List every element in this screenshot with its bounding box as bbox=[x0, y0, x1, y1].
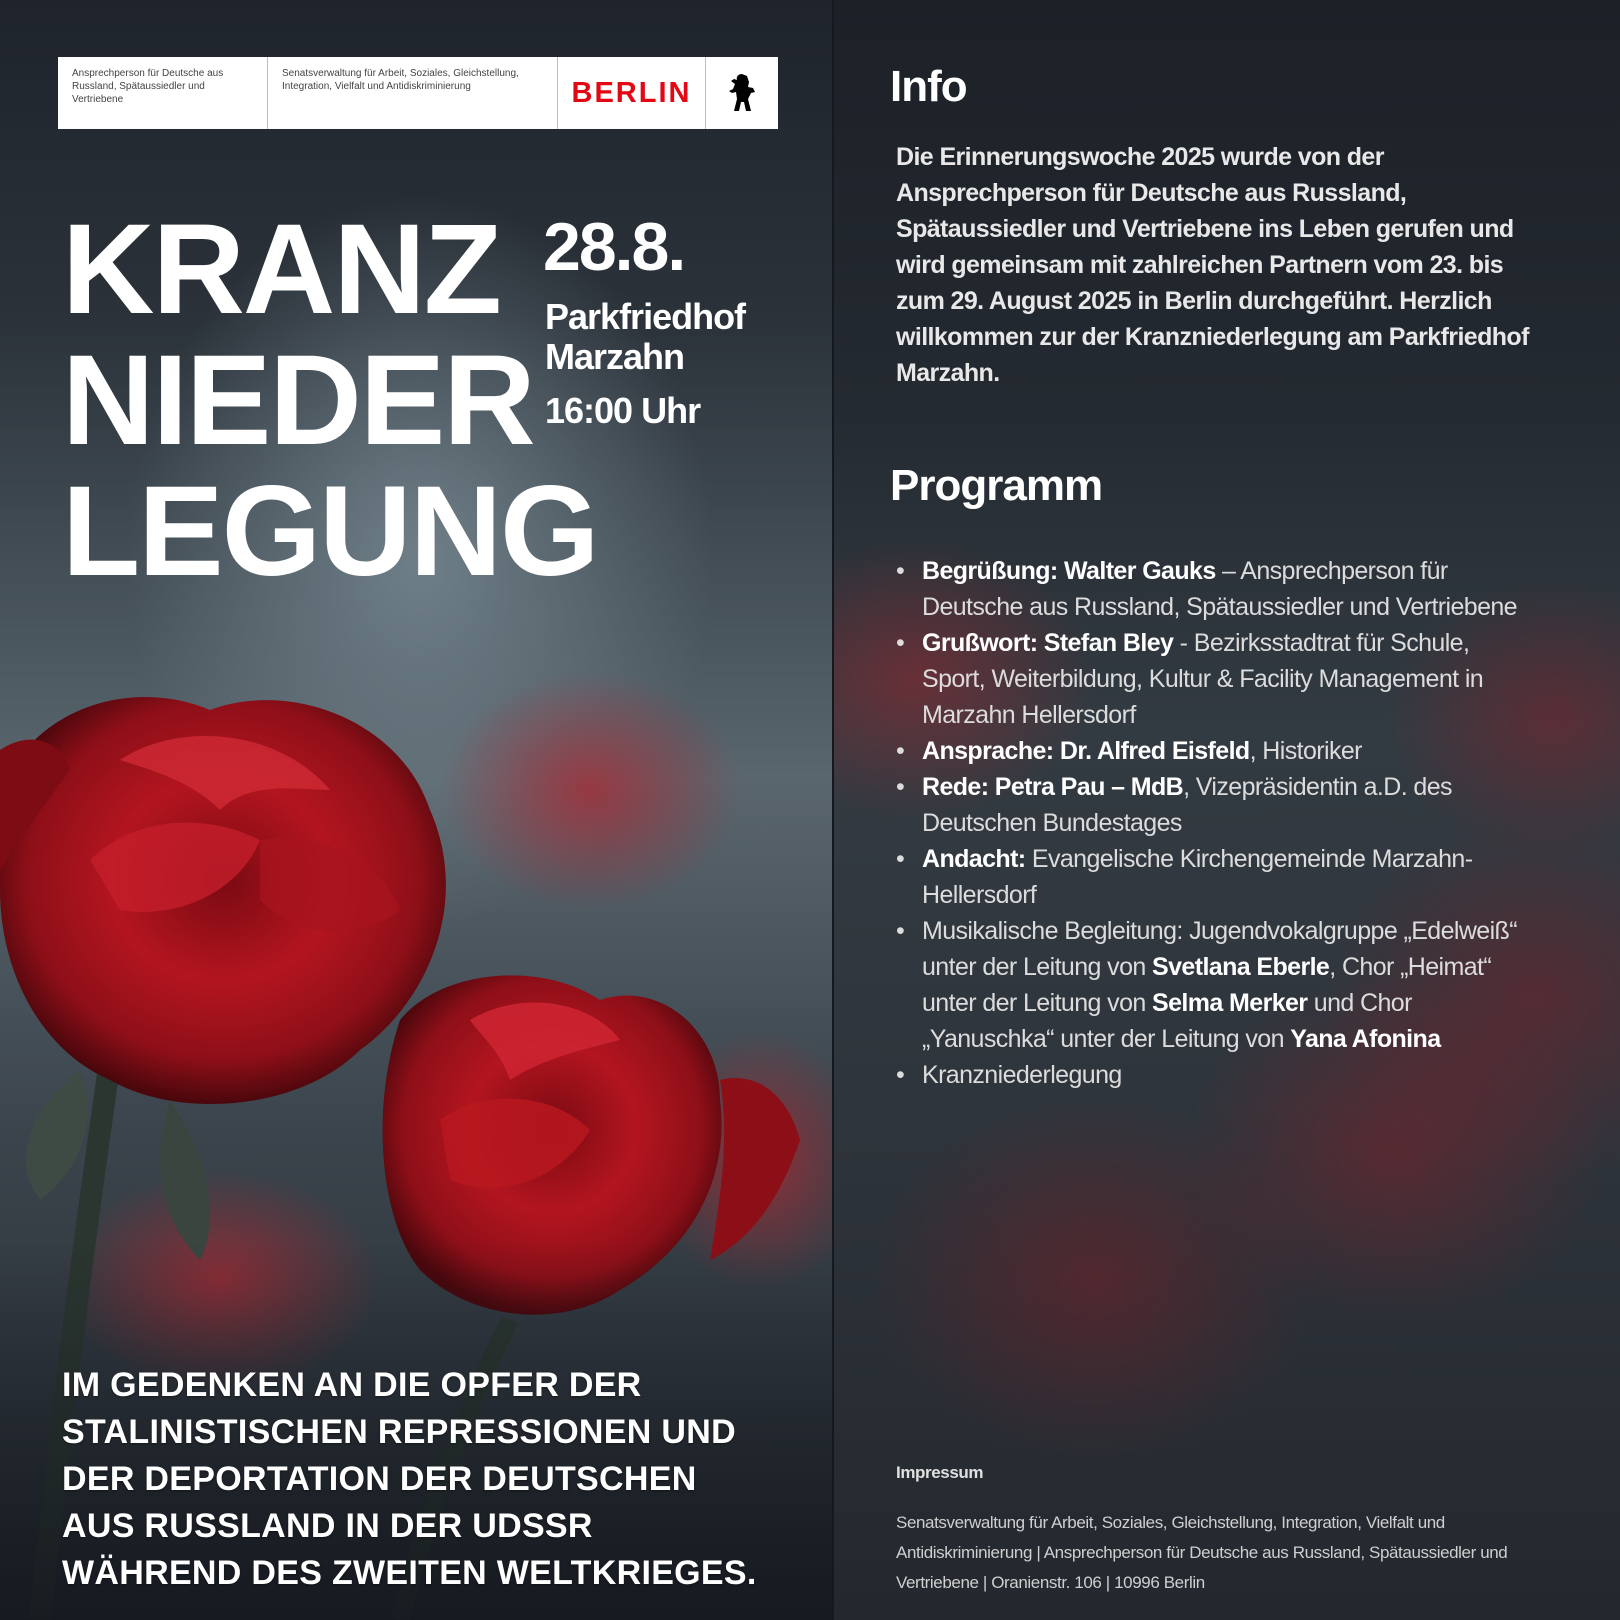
list-item bbox=[896, 553, 1536, 625]
item-bold: Selma Merker bbox=[1152, 989, 1308, 1017]
memorial-line-3: DER DEPORTATION DER DEUTSCHEN bbox=[62, 1460, 697, 1498]
ansprechperson-logo-text: Ansprechperson für Deutsche aus Russland, Spätaussiedler und Vertriebene bbox=[58, 57, 268, 129]
item-text: Evangelische Kirchengemeinde Marzahn-Hellersdorf bbox=[922, 845, 1473, 909]
item-bold: Grußwort: Stefan Bley bbox=[922, 629, 1174, 657]
list-item bbox=[896, 733, 1536, 769]
item-text: – Ansprechperson für Deutsche aus Russland, Spätaussiedler und Vertriebene bbox=[922, 557, 1517, 621]
main-title bbox=[62, 198, 598, 603]
memorial-line-2: STALINISTISCHEN REPRESSIONEN UND bbox=[62, 1413, 736, 1451]
impressum-text: Senatsverwaltung für Arbeit, Soziales, Gleichstellung, Integration, Vielfalt und Antidiskriminierung | Ansprechperson für Deutsche aus Russland, Spätaussiedler und Vertriebene | Oranienstr. 106 | 10996 Berlin bbox=[896, 1513, 1508, 1592]
list-item bbox=[896, 769, 1536, 841]
venue-line-2: Marzahn bbox=[545, 336, 685, 377]
senatsverwaltung-logo-text: Senatsverwaltung für Arbeit, Soziales, Gleichstellung, Integration, Vielfalt und Antidiskriminierung bbox=[268, 57, 558, 129]
event-date: 28.8. bbox=[543, 209, 685, 285]
memorial-text bbox=[62, 1362, 757, 1597]
item-text: , Vizepräsidentin a.D. des Deutschen Bundestages bbox=[922, 773, 1452, 837]
memorial-line-1: IM GEDENKEN AN DIE OPFER DER bbox=[62, 1366, 642, 1404]
item-text: , Chor „Heimat“ unter der Leitung von bbox=[922, 953, 1492, 1017]
title-line-1: KRANZ bbox=[62, 198, 500, 341]
berlin-bear-icon bbox=[706, 57, 778, 129]
item-text: Kranzniederlegung bbox=[922, 1061, 1122, 1089]
event-time: 16:00 Uhr bbox=[545, 390, 701, 431]
list-item bbox=[896, 625, 1536, 733]
back-panel bbox=[834, 0, 1620, 1620]
rose-leaf bbox=[26, 1070, 88, 1200]
logo-bar bbox=[58, 57, 778, 129]
impressum-heading: Impressum bbox=[896, 1463, 984, 1482]
item-bold: Yana Afonina bbox=[1290, 1025, 1441, 1053]
item-text: Musikalische Begleitung: Jugendvokalgruppe „Edelweiß“ unter der Leitung von bbox=[922, 917, 1517, 981]
list-item bbox=[896, 841, 1536, 913]
memorial-line-5: WÄHREND DES ZWEITEN WELTKRIEGES. bbox=[62, 1554, 757, 1592]
item-bold: Begrüßung: Walter Gauks bbox=[922, 557, 1216, 585]
programm-list bbox=[896, 553, 1536, 1093]
berlin-logo-text: BERLIN bbox=[558, 57, 706, 129]
item-bold: Rede: Petra Pau – MdB bbox=[922, 773, 1184, 801]
item-text: - Bezirksstadtrat für Schule, Sport, Weiterbildung, Kultur & Facility Management in Marzahn Hellersdorf bbox=[922, 629, 1484, 729]
blurred-rose bbox=[440, 670, 740, 910]
venue-line-1: Parkfriedhof bbox=[545, 296, 746, 337]
item-bold: Svetlana Eberle bbox=[1152, 953, 1330, 981]
event-venue bbox=[545, 297, 745, 431]
list-item bbox=[896, 913, 1536, 1057]
memorial-line-4: AUS RUSSLAND IN DER UDSSR bbox=[62, 1507, 593, 1545]
item-text: , Historiker bbox=[1249, 737, 1362, 765]
list-item bbox=[896, 1057, 1536, 1093]
item-bold: Andacht: bbox=[922, 845, 1026, 873]
item-text: und Chor „Yanuschka“ unter der Leitung von bbox=[922, 989, 1412, 1053]
item-bold: Ansprache: Dr. Alfred Eisfeld bbox=[922, 737, 1250, 765]
info-heading: Info bbox=[890, 62, 967, 111]
info-text: Die Erinnerungswoche 2025 wurde von der Ansprechperson für Deutsche aus Russland, Spätaussiedler und Vertriebene ins Leben gerufen und wird gemeinsam mit zahlreichen Partnern vom 23. bis zum 29. August 2025 in Berlin durchgeführt. Herzlich willkommen zur der Kranzniederlegung am Parkfriedhof Marzahn. bbox=[896, 143, 1529, 387]
title-line-2: NIEDER bbox=[62, 329, 534, 472]
programm-heading: Programm bbox=[890, 461, 1103, 510]
title-line-3: LEGUNG bbox=[62, 460, 598, 603]
